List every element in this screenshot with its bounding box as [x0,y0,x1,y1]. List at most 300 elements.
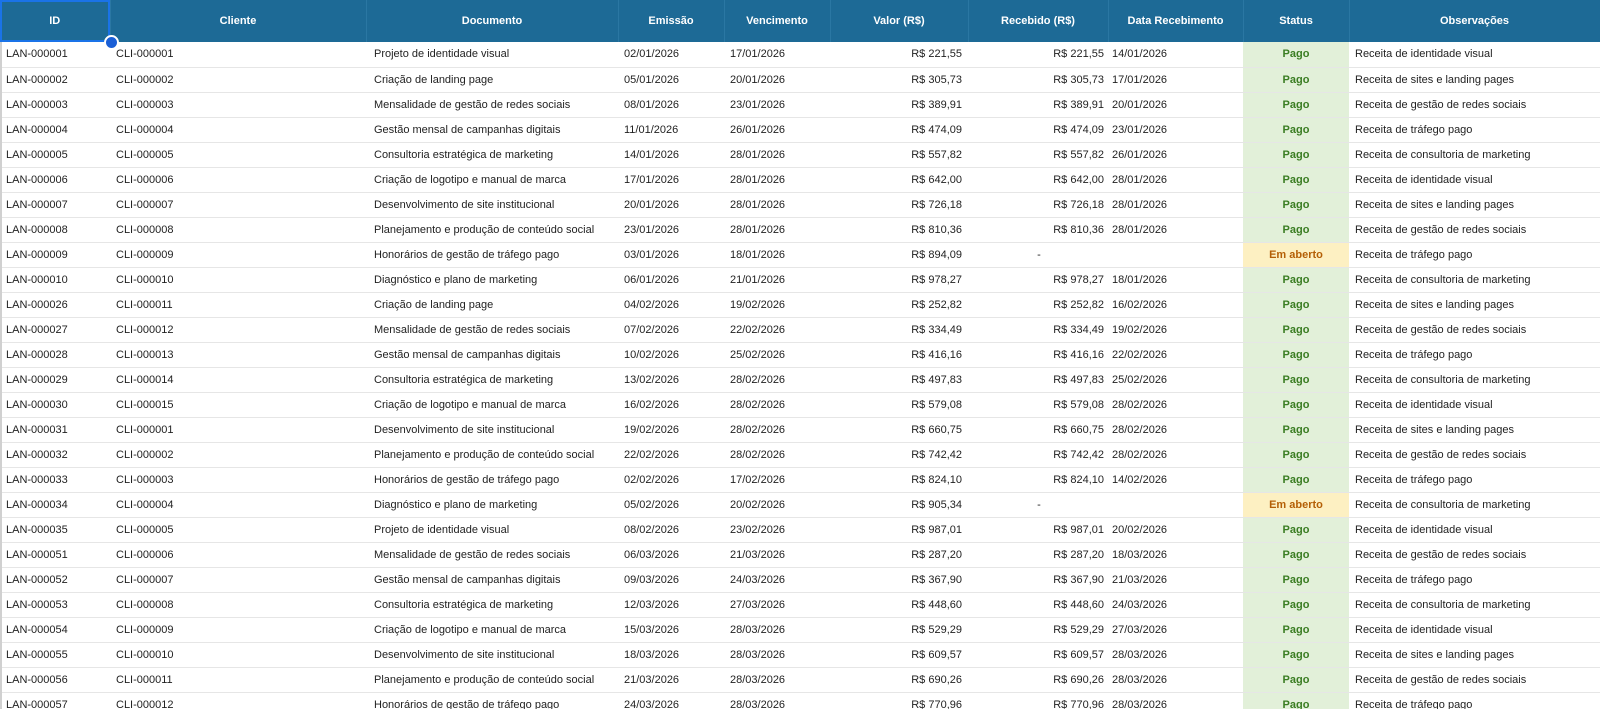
cell-documento[interactable]: Criação de logotipo e manual de marca [366,617,618,642]
cell-status[interactable]: Pago [1243,542,1349,567]
cell-emissao[interactable]: 19/02/2026 [618,417,724,442]
cell-vencimento[interactable]: 28/01/2026 [724,217,830,242]
cell-cliente[interactable]: CLI-000002 [110,442,366,467]
table-row [0,617,1600,642]
cell-documento[interactable]: Diagnóstico e plano de marketing [366,267,618,292]
cell-emissao[interactable]: 20/01/2026 [618,192,724,217]
cell-id[interactable]: LAN-000051 [0,542,110,567]
cell-id[interactable]: LAN-000057 [0,692,110,709]
cell-valor[interactable]: R$ 770,96 [830,692,968,709]
cell-documento[interactable]: Mensalidade de gestão de redes sociais [366,92,618,117]
cell-emissao[interactable]: 07/02/2026 [618,317,724,342]
cell-status[interactable]: Pago [1243,67,1349,92]
cell-observacoes[interactable]: Receita de tráfego pago [1349,692,1600,709]
cell-status[interactable]: Pago [1243,192,1349,217]
cell-emissao[interactable]: 13/02/2026 [618,367,724,392]
cell-documento[interactable]: Gestão mensal de campanhas digitais [366,342,618,367]
cell-id[interactable]: LAN-000056 [0,667,110,692]
cell-cliente[interactable]: CLI-000012 [110,692,366,709]
cell-observacoes[interactable]: Receita de sites e landing pages [1349,417,1600,442]
header-cliente[interactable]: Cliente [110,0,366,42]
cell-id[interactable]: LAN-000027 [0,317,110,342]
cell-emissao[interactable]: 08/01/2026 [618,92,724,117]
cell-status[interactable]: Pago [1243,667,1349,692]
cell-cliente[interactable]: CLI-000001 [110,42,366,67]
cell-recebido[interactable]: R$ 770,96 [968,692,1108,709]
header-valor[interactable]: Valor (R$) [830,0,968,42]
cell-recebido[interactable]: R$ 221,55 [968,42,1108,67]
cell-vencimento[interactable]: 23/02/2026 [724,517,830,542]
cell-status[interactable]: Pago [1243,567,1349,592]
cell-vencimento[interactable]: 17/01/2026 [724,42,830,67]
cell-recebido[interactable]: R$ 497,83 [968,367,1108,392]
cell-recebido[interactable]: R$ 987,01 [968,517,1108,542]
cell-data-recebimento[interactable]: 28/02/2026 [1108,392,1243,417]
header-status[interactable]: Status [1243,0,1349,42]
cell-cliente[interactable]: CLI-000009 [110,617,366,642]
cell-vencimento[interactable]: 25/02/2026 [724,342,830,367]
cell-valor[interactable]: R$ 987,01 [830,517,968,542]
cell-emissao[interactable]: 18/03/2026 [618,642,724,667]
cell-documento[interactable]: Gestão mensal de campanhas digitais [366,567,618,592]
cell-emissao[interactable]: 09/03/2026 [618,567,724,592]
table-row [0,217,1600,242]
cell-data-recebimento[interactable]: 28/01/2026 [1108,217,1243,242]
cell-data-recebimento[interactable]: 16/02/2026 [1108,292,1243,317]
cell-recebido[interactable]: - [968,492,1108,517]
cell-vencimento[interactable]: 24/03/2026 [724,567,830,592]
table-row [0,142,1600,167]
cell-recebido[interactable]: R$ 978,27 [968,267,1108,292]
cell-cliente[interactable]: CLI-000002 [110,67,366,92]
cell-status[interactable]: Pago [1243,467,1349,492]
cell-vencimento[interactable]: 28/01/2026 [724,167,830,192]
cell-id[interactable]: LAN-000031 [0,417,110,442]
cell-status[interactable]: Pago [1243,392,1349,417]
cell-vencimento[interactable]: 28/03/2026 [724,667,830,692]
cell-data-recebimento[interactable]: 28/03/2026 [1108,667,1243,692]
header-emissao[interactable]: Emissão [618,0,724,42]
cell-observacoes[interactable]: Receita de sites e landing pages [1349,67,1600,92]
cell-documento[interactable]: Mensalidade de gestão de redes sociais [366,317,618,342]
cell-valor[interactable]: R$ 389,91 [830,92,968,117]
cell-valor[interactable]: R$ 690,26 [830,667,968,692]
cell-vencimento[interactable]: 20/02/2026 [724,492,830,517]
cell-valor[interactable]: R$ 287,20 [830,542,968,567]
cell-valor[interactable]: R$ 726,18 [830,192,968,217]
cell-valor[interactable]: R$ 742,42 [830,442,968,467]
cell-emissao[interactable]: 05/02/2026 [618,492,724,517]
cell-valor[interactable]: R$ 978,27 [830,267,968,292]
table-row [0,267,1600,292]
cell-observacoes[interactable]: Receita de identidade visual [1349,517,1600,542]
cell-observacoes[interactable]: Receita de gestão de redes sociais [1349,542,1600,567]
cell-valor[interactable]: R$ 448,60 [830,592,968,617]
cell-id[interactable]: LAN-000034 [0,492,110,517]
cell-observacoes[interactable]: Receita de consultoria de marketing [1349,142,1600,167]
cell-status[interactable]: Pago [1243,692,1349,709]
cell-emissao[interactable]: 16/02/2026 [618,392,724,417]
cell-recebido[interactable]: R$ 726,18 [968,192,1108,217]
cell-vencimento[interactable]: 28/02/2026 [724,417,830,442]
cell-id[interactable]: LAN-000033 [0,467,110,492]
cell-status[interactable]: Pago [1243,417,1349,442]
cell-cliente[interactable]: CLI-000005 [110,517,366,542]
cell-id[interactable]: LAN-000026 [0,292,110,317]
cell-cliente[interactable]: CLI-000010 [110,267,366,292]
cell-data-recebimento[interactable]: 18/01/2026 [1108,267,1243,292]
cell-status[interactable]: Em aberto [1243,492,1349,517]
cell-documento[interactable]: Honorários de gestão de tráfego pago [366,242,618,267]
cell-documento[interactable]: Planejamento e produção de conteúdo social [366,442,618,467]
cell-valor[interactable]: R$ 810,36 [830,217,968,242]
cell-data-recebimento[interactable] [1108,492,1243,517]
header-row [0,0,1600,42]
cell-observacoes[interactable]: Receita de tráfego pago [1349,242,1600,267]
cell-status[interactable]: Pago [1243,642,1349,667]
table-row [0,542,1600,567]
cell-valor[interactable]: R$ 824,10 [830,467,968,492]
cell-observacoes[interactable]: Receita de consultoria de marketing [1349,267,1600,292]
cell-emissao[interactable]: 22/02/2026 [618,442,724,467]
cell-vencimento[interactable]: 21/01/2026 [724,267,830,292]
cell-id[interactable]: LAN-000035 [0,517,110,542]
cell-observacoes[interactable]: Receita de identidade visual [1349,392,1600,417]
cell-observacoes[interactable]: Receita de sites e landing pages [1349,292,1600,317]
cell-documento[interactable]: Consultoria estratégica de marketing [366,142,618,167]
cell-cliente[interactable]: CLI-000009 [110,242,366,267]
cell-recebido[interactable]: R$ 252,82 [968,292,1108,317]
cell-id[interactable]: LAN-000052 [0,567,110,592]
cell-status[interactable]: Pago [1243,92,1349,117]
cell-valor[interactable]: R$ 221,55 [830,42,968,67]
cell-data-recebimento[interactable]: 23/01/2026 [1108,117,1243,142]
cell-emissao[interactable]: 24/03/2026 [618,692,724,709]
cell-status[interactable]: Pago [1243,217,1349,242]
cell-vencimento[interactable]: 28/03/2026 [724,692,830,709]
cell-status[interactable]: Pago [1243,142,1349,167]
cell-status[interactable]: Pago [1243,317,1349,342]
cell-observacoes[interactable]: Receita de identidade visual [1349,617,1600,642]
cell-recebido[interactable]: - [968,242,1108,267]
cell-recebido[interactable]: R$ 609,57 [968,642,1108,667]
cell-data-recebimento[interactable]: 28/02/2026 [1108,417,1243,442]
cell-emissao[interactable]: 23/01/2026 [618,217,724,242]
cell-data-recebimento[interactable]: 20/01/2026 [1108,92,1243,117]
cell-id[interactable]: LAN-000003 [0,92,110,117]
cell-observacoes[interactable]: Receita de tráfego pago [1349,567,1600,592]
cell-cliente[interactable]: CLI-000001 [110,417,366,442]
cell-observacoes[interactable]: Receita de tráfego pago [1349,117,1600,142]
table-row [0,592,1600,617]
cell-valor[interactable]: R$ 334,49 [830,317,968,342]
cell-valor[interactable]: R$ 905,34 [830,492,968,517]
cell-documento[interactable]: Gestão mensal de campanhas digitais [366,117,618,142]
cell-emissao[interactable]: 06/03/2026 [618,542,724,567]
cell-data-recebimento[interactable]: 20/02/2026 [1108,517,1243,542]
cell-vencimento[interactable]: 17/02/2026 [724,467,830,492]
cell-valor[interactable]: R$ 474,09 [830,117,968,142]
cell-data-recebimento[interactable]: 28/03/2026 [1108,642,1243,667]
cell-vencimento[interactable]: 28/02/2026 [724,367,830,392]
header-recebido[interactable]: Recebido (R$) [968,0,1108,42]
cell-emissao[interactable]: 08/02/2026 [618,517,724,542]
cell-data-recebimento[interactable]: 28/02/2026 [1108,442,1243,467]
table-row [0,192,1600,217]
cell-id[interactable]: LAN-000005 [0,142,110,167]
cell-recebido[interactable]: R$ 810,36 [968,217,1108,242]
cell-cliente[interactable]: CLI-000010 [110,642,366,667]
cell-data-recebimento[interactable]: 26/01/2026 [1108,142,1243,167]
cell-observacoes[interactable]: Receita de gestão de redes sociais [1349,442,1600,467]
cell-valor[interactable]: R$ 557,82 [830,142,968,167]
cell-cliente[interactable]: CLI-000003 [110,467,366,492]
cell-vencimento[interactable]: 28/02/2026 [724,442,830,467]
cell-cliente[interactable]: CLI-000013 [110,342,366,367]
cell-emissao[interactable]: 05/01/2026 [618,67,724,92]
cell-documento[interactable]: Desenvolvimento de site institucional [366,417,618,442]
cell-status[interactable]: Pago [1243,617,1349,642]
cell-id[interactable]: LAN-000030 [0,392,110,417]
cell-status[interactable]: Pago [1243,342,1349,367]
cell-cliente[interactable]: CLI-000012 [110,317,366,342]
cell-emissao[interactable]: 11/01/2026 [618,117,724,142]
cell-documento[interactable]: Criação de logotipo e manual de marca [366,392,618,417]
cell-valor[interactable]: R$ 529,29 [830,617,968,642]
header-data-recebimento[interactable]: Data Recebimento [1108,0,1243,42]
cell-data-recebimento[interactable]: 21/03/2026 [1108,567,1243,592]
cell-documento[interactable]: Desenvolvimento de site institucional [366,642,618,667]
cell-data-recebimento[interactable]: 14/02/2026 [1108,467,1243,492]
cell-emissao[interactable]: 12/03/2026 [618,592,724,617]
cell-vencimento[interactable]: 20/01/2026 [724,67,830,92]
cell-valor[interactable]: R$ 894,09 [830,242,968,267]
cell-cliente[interactable]: CLI-000007 [110,192,366,217]
cell-documento[interactable]: Planejamento e produção de conteúdo social [366,667,618,692]
table-row [0,467,1600,492]
cell-cliente[interactable]: CLI-000008 [110,217,366,242]
cell-valor[interactable]: R$ 252,82 [830,292,968,317]
cell-id[interactable]: LAN-000006 [0,167,110,192]
cell-emissao[interactable]: 14/01/2026 [618,142,724,167]
cell-status[interactable]: Pago [1243,442,1349,467]
cell-cliente[interactable]: CLI-000003 [110,92,366,117]
cell-emissao[interactable]: 04/02/2026 [618,292,724,317]
cell-documento[interactable]: Projeto de identidade visual [366,42,618,67]
cell-observacoes[interactable]: Receita de tráfego pago [1349,467,1600,492]
cell-vencimento[interactable]: 28/03/2026 [724,642,830,667]
cell-cliente[interactable]: CLI-000004 [110,117,366,142]
cell-vencimento[interactable]: 19/02/2026 [724,292,830,317]
cell-id[interactable]: LAN-000004 [0,117,110,142]
table-body [0,42,1600,709]
cell-recebido[interactable]: R$ 474,09 [968,117,1108,142]
cell-recebido[interactable]: R$ 690,26 [968,667,1108,692]
cell-documento[interactable]: Consultoria estratégica de marketing [366,592,618,617]
cell-recebido[interactable]: R$ 367,90 [968,567,1108,592]
header-observacoes[interactable]: Observações [1349,0,1600,42]
cell-cliente[interactable]: CLI-000005 [110,142,366,167]
cell-observacoes[interactable]: Receita de sites e landing pages [1349,642,1600,667]
cell-observacoes[interactable]: Receita de consultoria de marketing [1349,492,1600,517]
table-row [0,67,1600,92]
cell-id[interactable]: LAN-000028 [0,342,110,367]
cell-recebido[interactable]: R$ 416,16 [968,342,1108,367]
cell-emissao[interactable]: 02/01/2026 [618,42,724,67]
cell-status[interactable]: Pago [1243,117,1349,142]
cell-data-recebimento[interactable]: 17/01/2026 [1108,67,1243,92]
cell-cliente[interactable]: CLI-000011 [110,292,366,317]
cell-status[interactable]: Pago [1243,167,1349,192]
cell-emissao[interactable]: 06/01/2026 [618,267,724,292]
cell-data-recebimento[interactable]: 14/01/2026 [1108,42,1243,67]
row-header-edge [0,42,2,709]
cell-valor[interactable]: R$ 416,16 [830,342,968,367]
cell-id[interactable]: LAN-000009 [0,242,110,267]
cell-observacoes[interactable]: Receita de tráfego pago [1349,342,1600,367]
cell-status[interactable]: Pago [1243,292,1349,317]
cell-observacoes[interactable]: Receita de sites e landing pages [1349,192,1600,217]
cell-cliente[interactable]: CLI-000007 [110,567,366,592]
cell-recebido[interactable]: R$ 305,73 [968,67,1108,92]
cell-data-recebimento[interactable]: 25/02/2026 [1108,367,1243,392]
cell-recebido[interactable]: R$ 742,42 [968,442,1108,467]
cell-id[interactable]: LAN-000029 [0,367,110,392]
cell-documento[interactable]: Consultoria estratégica de marketing [366,367,618,392]
cell-id[interactable]: LAN-000002 [0,67,110,92]
table-row [0,167,1600,192]
cell-id[interactable]: LAN-000053 [0,592,110,617]
table-row [0,117,1600,142]
cell-valor[interactable]: R$ 660,75 [830,417,968,442]
cell-emissao[interactable]: 03/01/2026 [618,242,724,267]
cell-documento[interactable]: Honorários de gestão de tráfego pago [366,692,618,709]
cell-cliente[interactable]: CLI-000015 [110,392,366,417]
header-id[interactable]: ID [0,0,110,42]
cell-documento[interactable]: Diagnóstico e plano de marketing [366,492,618,517]
cell-vencimento[interactable]: 22/02/2026 [724,317,830,342]
cell-observacoes[interactable]: Receita de gestão de redes sociais [1349,667,1600,692]
cell-observacoes[interactable]: Receita de consultoria de marketing [1349,592,1600,617]
cell-documento[interactable]: Criação de logotipo e manual de marca [366,167,618,192]
cell-recebido[interactable]: R$ 660,75 [968,417,1108,442]
cell-emissao[interactable]: 21/03/2026 [618,667,724,692]
cell-id[interactable]: LAN-000055 [0,642,110,667]
cell-data-recebimento[interactable]: 28/01/2026 [1108,192,1243,217]
selection-fill-handle[interactable] [104,35,119,50]
cell-data-recebimento[interactable]: 24/03/2026 [1108,592,1243,617]
cell-vencimento[interactable]: 28/01/2026 [724,192,830,217]
cell-cliente[interactable]: CLI-000006 [110,542,366,567]
cell-recebido[interactable]: R$ 824,10 [968,467,1108,492]
cell-vencimento[interactable]: 21/03/2026 [724,542,830,567]
table-row [0,492,1600,517]
cell-observacoes[interactable]: Receita de gestão de redes sociais [1349,317,1600,342]
cell-data-recebimento[interactable]: 28/03/2026 [1108,692,1243,709]
cell-valor[interactable]: R$ 609,57 [830,642,968,667]
cell-vencimento[interactable]: 23/01/2026 [724,92,830,117]
cell-recebido[interactable]: R$ 642,00 [968,167,1108,192]
cell-recebido[interactable]: R$ 529,29 [968,617,1108,642]
cell-emissao[interactable]: 15/03/2026 [618,617,724,642]
cell-emissao[interactable]: 02/02/2026 [618,467,724,492]
cell-observacoes[interactable]: Receita de gestão de redes sociais [1349,92,1600,117]
cell-documento[interactable]: Criação de landing page [366,67,618,92]
cell-status[interactable]: Pago [1243,42,1349,67]
cell-recebido[interactable]: R$ 334,49 [968,317,1108,342]
cell-recebido[interactable]: R$ 287,20 [968,542,1108,567]
cell-observacoes[interactable]: Receita de identidade visual [1349,167,1600,192]
cell-observacoes[interactable]: Receita de gestão de redes sociais [1349,217,1600,242]
cell-recebido[interactable]: R$ 557,82 [968,142,1108,167]
cell-id[interactable]: LAN-000032 [0,442,110,467]
cell-recebido[interactable]: R$ 389,91 [968,92,1108,117]
cell-vencimento[interactable]: 28/01/2026 [724,142,830,167]
cell-observacoes[interactable]: Receita de consultoria de marketing [1349,367,1600,392]
cell-documento[interactable]: Mensalidade de gestão de redes sociais [366,542,618,567]
table-row [0,292,1600,317]
cell-vencimento[interactable]: 28/03/2026 [724,617,830,642]
cell-data-recebimento[interactable] [1108,242,1243,267]
table-row [0,392,1600,417]
cell-id[interactable]: LAN-000054 [0,617,110,642]
cell-valor[interactable]: R$ 642,00 [830,167,968,192]
cell-valor[interactable]: R$ 497,83 [830,367,968,392]
cell-cliente[interactable]: CLI-000011 [110,667,366,692]
cell-id[interactable]: LAN-000008 [0,217,110,242]
header-vencimento[interactable]: Vencimento [724,0,830,42]
cell-status[interactable]: Pago [1243,517,1349,542]
cell-documento[interactable]: Honorários de gestão de tráfego pago [366,467,618,492]
cell-vencimento[interactable]: 27/03/2026 [724,592,830,617]
cell-cliente[interactable]: CLI-000004 [110,492,366,517]
cell-status[interactable]: Pago [1243,592,1349,617]
cell-vencimento[interactable]: 28/02/2026 [724,392,830,417]
table-row [0,42,1600,67]
cell-valor[interactable]: R$ 305,73 [830,67,968,92]
cell-cliente[interactable]: CLI-000014 [110,367,366,392]
cell-recebido[interactable]: R$ 579,08 [968,392,1108,417]
cell-documento[interactable]: Projeto de identidade visual [366,517,618,542]
cell-emissao[interactable]: 10/02/2026 [618,342,724,367]
cell-valor[interactable]: R$ 579,08 [830,392,968,417]
cell-data-recebimento[interactable]: 28/01/2026 [1108,167,1243,192]
cell-documento[interactable]: Planejamento e produção de conteúdo social [366,217,618,242]
cell-documento[interactable]: Criação de landing page [366,292,618,317]
cell-status[interactable]: Pago [1243,267,1349,292]
cell-id[interactable]: LAN-000010 [0,267,110,292]
cell-cliente[interactable]: CLI-000006 [110,167,366,192]
cell-valor[interactable]: R$ 367,90 [830,567,968,592]
cell-data-recebimento[interactable]: 18/03/2026 [1108,542,1243,567]
cell-data-recebimento[interactable]: 27/03/2026 [1108,617,1243,642]
cell-id[interactable]: LAN-000001 [0,42,110,67]
cell-documento[interactable]: Desenvolvimento de site institucional [366,192,618,217]
cell-vencimento[interactable]: 26/01/2026 [724,117,830,142]
cell-vencimento[interactable]: 18/01/2026 [724,242,830,267]
cell-data-recebimento[interactable]: 22/02/2026 [1108,342,1243,367]
cell-status[interactable]: Pago [1243,367,1349,392]
cell-status[interactable]: Em aberto [1243,242,1349,267]
table-row [0,692,1600,709]
cell-id[interactable]: LAN-000007 [0,192,110,217]
cell-emissao[interactable]: 17/01/2026 [618,167,724,192]
header-documento[interactable]: Documento [366,0,618,42]
cell-recebido[interactable]: R$ 448,60 [968,592,1108,617]
cell-cliente[interactable]: CLI-000008 [110,592,366,617]
cell-observacoes[interactable]: Receita de identidade visual [1349,42,1600,67]
cell-data-recebimento[interactable]: 19/02/2026 [1108,317,1243,342]
